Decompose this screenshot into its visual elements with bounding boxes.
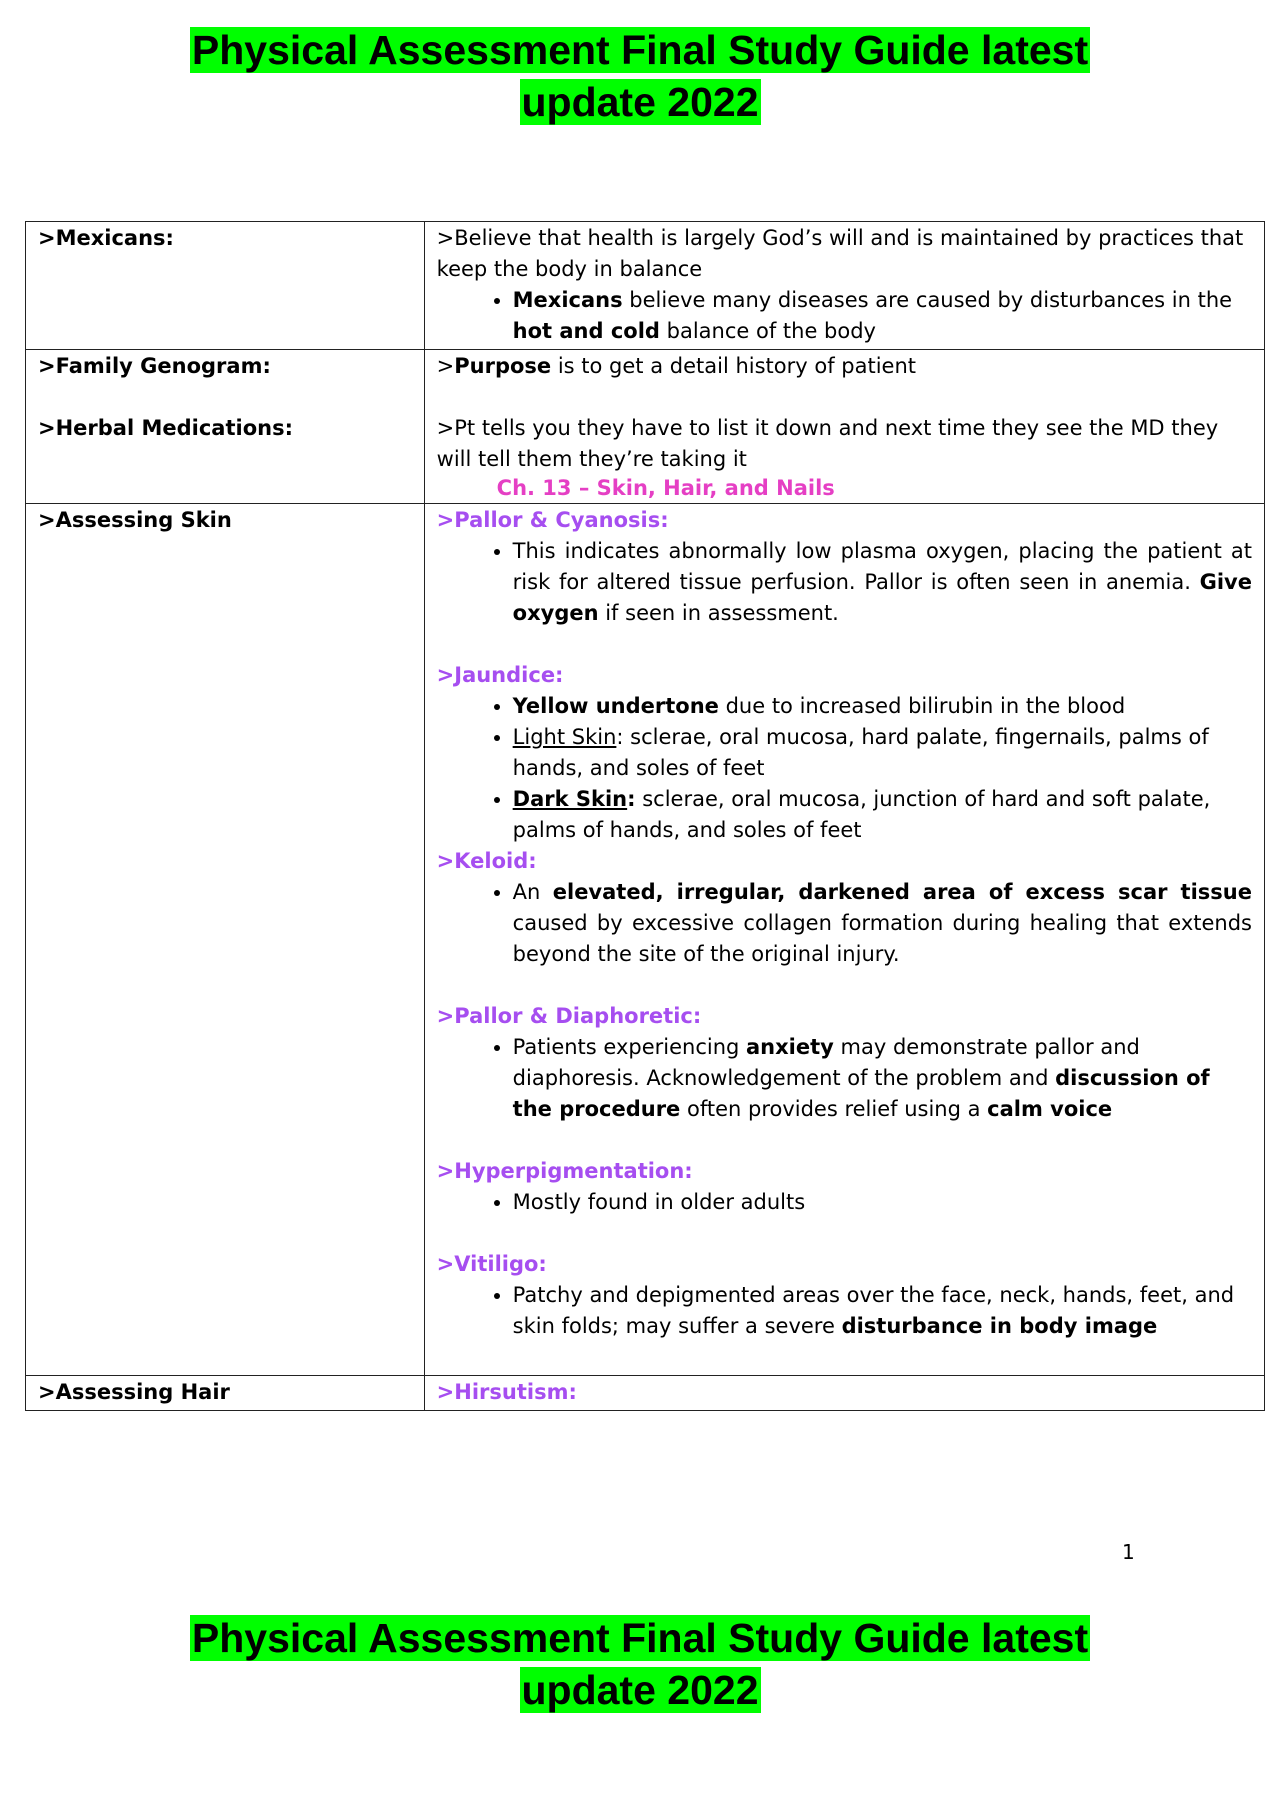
chapter-heading: Ch. 13 – Skin, Hair, and Nails <box>496 476 835 500</box>
section-heading: >Hirsutism: <box>436 1380 577 1404</box>
herbal-text: >Pt tells you they have to list it down and next time they see the MD they will tell them they’re taking it <box>436 416 1219 471</box>
list-item: • Patchy and depigmented areas over the face, neck, hands, feet, and skin folds; may suffer a severe disturbance in body image <box>513 1280 1252 1342</box>
study-guide-table <box>25 221 1265 1411</box>
page-number: 1 <box>1122 1540 1135 1564</box>
section-bullets <box>437 1280 1252 1342</box>
title-line-1: Physical Assessment Final Study Guide latest <box>191 27 1089 73</box>
purpose-text: >Purpose is to get a detail history of patient <box>436 354 917 378</box>
document-title-repeat <box>0 1612 1280 1716</box>
mexicans-bullets <box>437 285 1252 347</box>
list-item: • Yellow undertone due to increased bilirubin in the blood <box>513 691 1252 722</box>
table-row <box>26 222 1265 350</box>
document-title <box>0 24 1280 128</box>
list-item: • Mostly found in older adults <box>513 1187 1252 1218</box>
list-item: • Mexicans believe many diseases are caused by disturbances in the hot and cold balance of the body <box>513 285 1252 347</box>
mexicans-text: >Believe that health is largely God’s will and is maintained by practices that keep the body in balance <box>436 226 1244 281</box>
row-content <box>424 350 1264 504</box>
table-row <box>26 1376 1265 1411</box>
section-bullets <box>437 877 1252 970</box>
section-heading: >Vitiligo: <box>436 1252 547 1276</box>
family-genogram-label: >Family Genogram: <box>38 354 271 378</box>
section-heading: >Hyperpigmentation: <box>436 1159 693 1183</box>
list-item: • This indicates abnormally low plasma oxygen, placing the patient at risk for altered tissue perfusion. Pallor is often seen in anemia. Give oxygen if seen in assessment. <box>513 536 1252 629</box>
title-line-2: update 2022 <box>521 79 759 125</box>
table-row <box>26 504 1265 1376</box>
row-content <box>424 504 1264 1376</box>
list-item: • An elevated, irregular, darkened area of excess scar tissue caused by excessive collagen formation during healing that extends beyond the site of the original injury. <box>513 877 1252 970</box>
list-item: • Dark Skin: sclerae, oral mucosa, junction of hard and soft palate, palms of hands, and soles of feet <box>513 784 1252 846</box>
section-heading: >Jaundice: <box>436 663 564 687</box>
list-item: • Light Skin: sclerae, oral mucosa, hard palate, fingernails, palms of hands, and soles of feet <box>513 722 1252 784</box>
row-content <box>424 1376 1264 1411</box>
section-heading: >Pallor & Diaphoretic: <box>436 1004 702 1028</box>
title-line-1: Physical Assessment Final Study Guide latest <box>191 1615 1089 1661</box>
row-label: >Mexicans: <box>26 222 425 350</box>
section-bullets <box>437 691 1252 846</box>
list-item: • Patients experiencing anxiety may demonstrate pallor and diaphoresis. Acknowledgement of the problem and discussion of the procedure often provides relief using a calm voice <box>513 1032 1252 1125</box>
section-bullets <box>437 536 1252 629</box>
row-label: >Assessing Hair <box>26 1376 425 1411</box>
row-content <box>424 222 1264 350</box>
row-label: >Assessing Skin <box>26 504 425 1376</box>
section-bullets <box>437 1187 1252 1218</box>
table-row <box>26 350 1265 504</box>
title-line-2: update 2022 <box>521 1667 759 1713</box>
section-bullets <box>437 1032 1252 1125</box>
section-heading: >Keloid: <box>436 849 537 873</box>
row-label <box>26 350 425 504</box>
herbal-medications-label: >Herbal Medications: <box>38 416 293 440</box>
section-heading: >Pallor & Cyanosis: <box>436 508 669 532</box>
